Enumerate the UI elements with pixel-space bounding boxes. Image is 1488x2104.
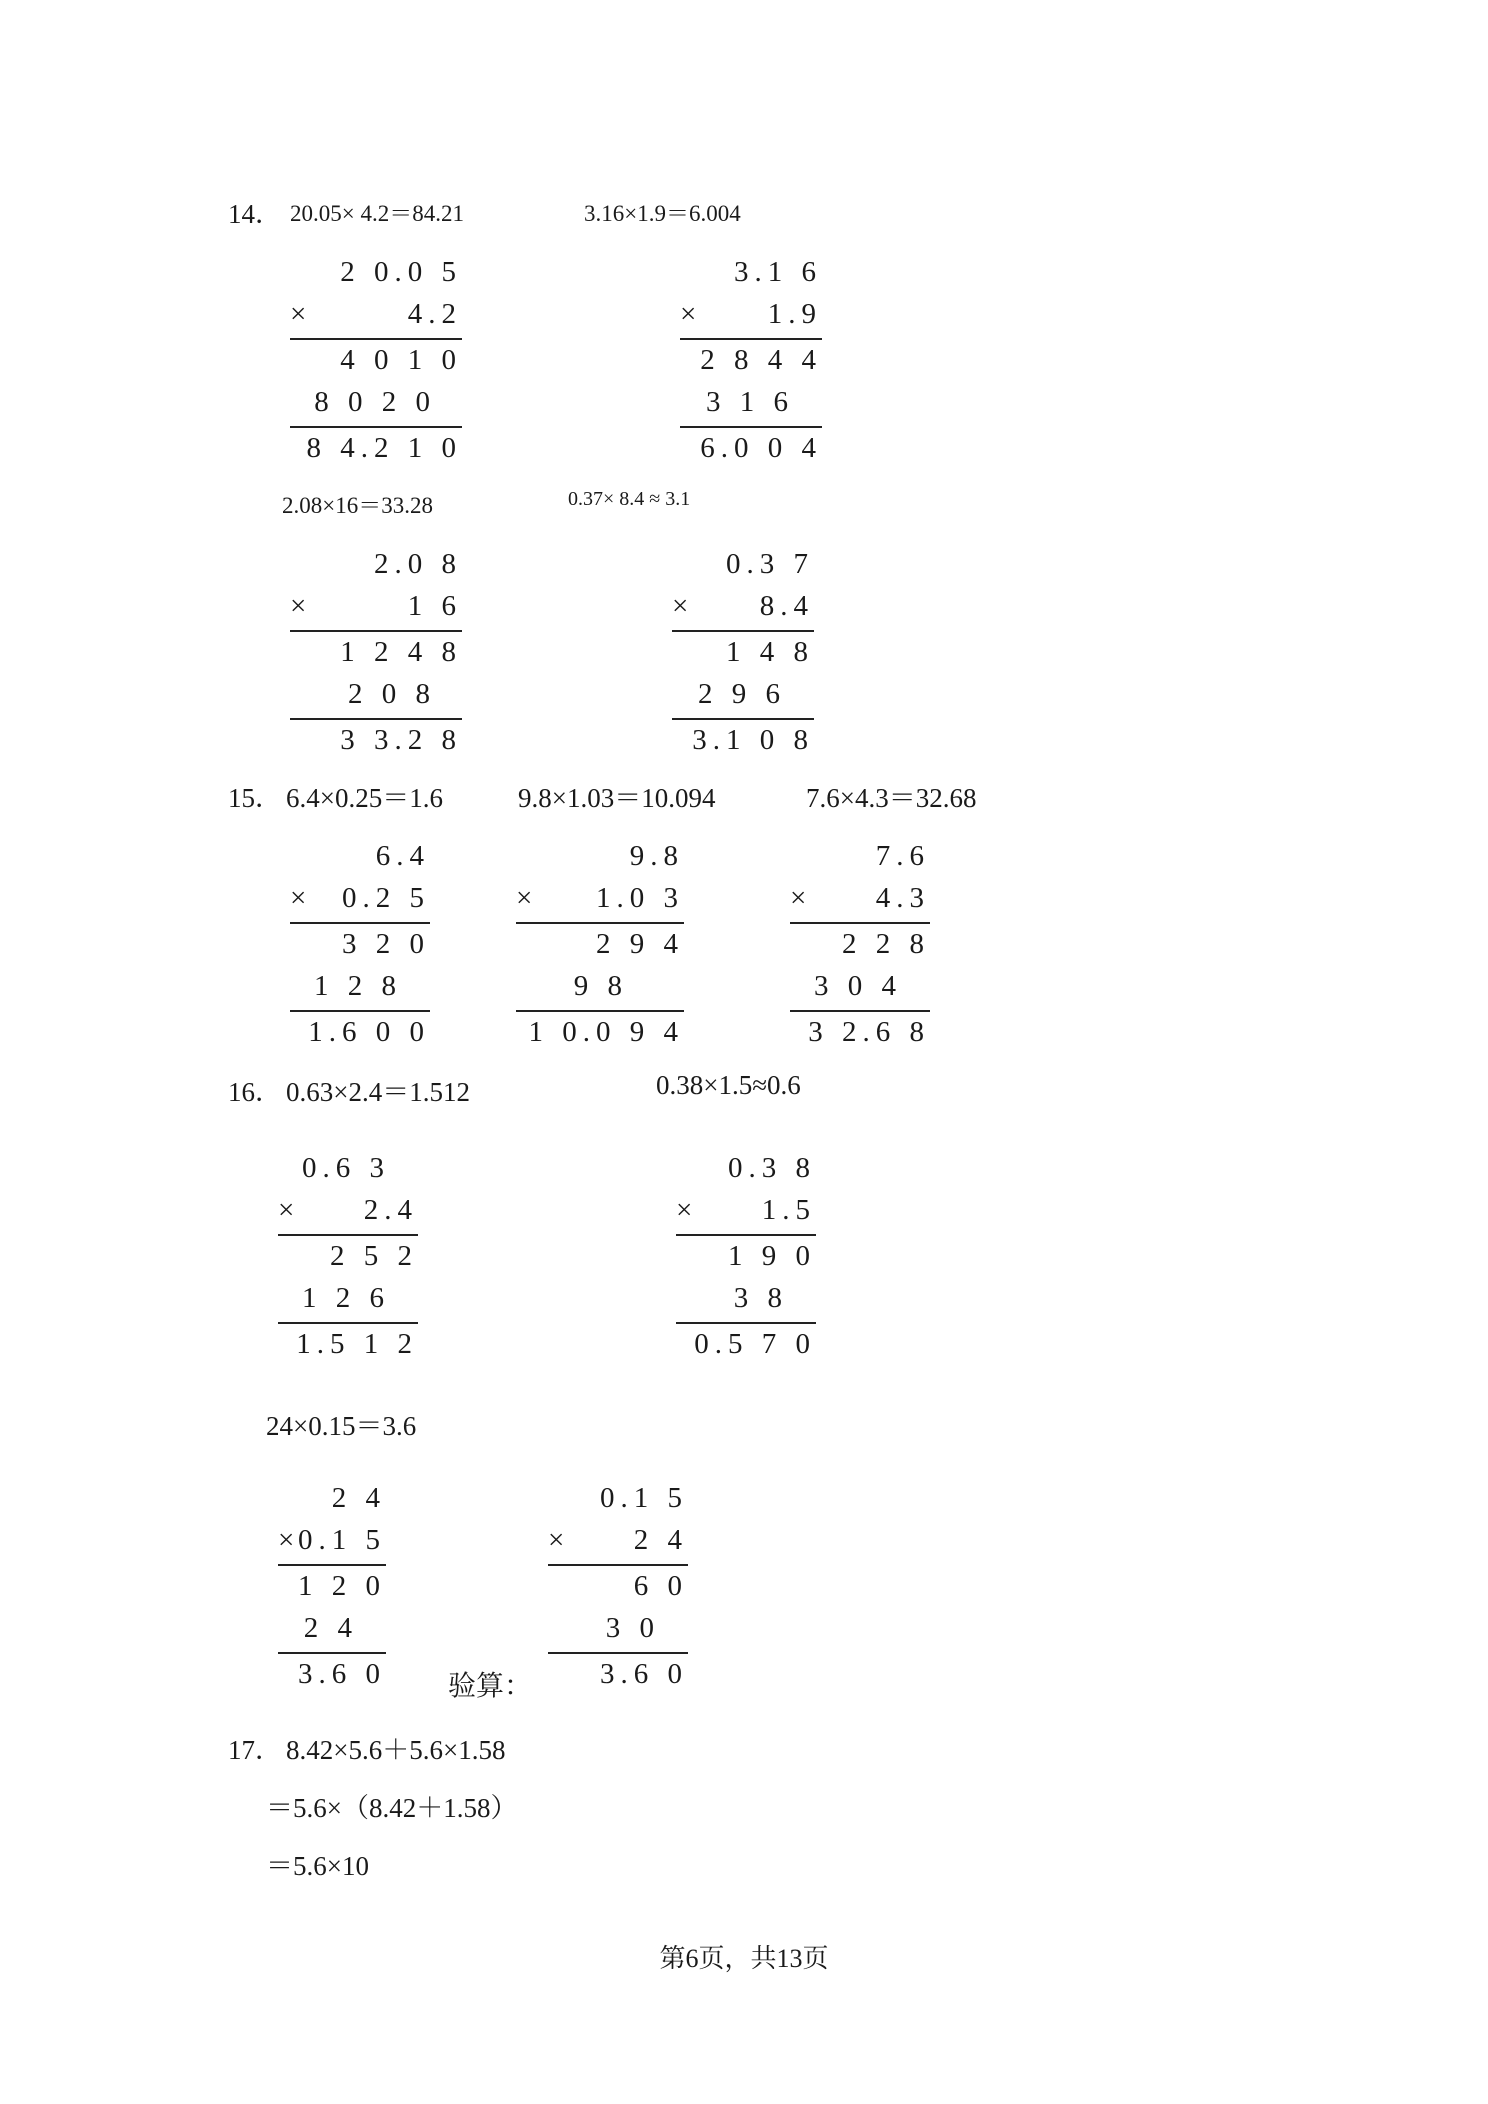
multiplicand: 2 4	[331, 1482, 386, 1514]
equation-17-line-1: 8.42×5.6＋5.6×1.58	[286, 1735, 506, 1765]
vertical-multiplication-16-4	[548, 1478, 688, 1698]
partial-product-1: 2 5 2	[330, 1240, 418, 1272]
partial-product-2: 8 0 2 0	[314, 386, 436, 418]
question-number-17: 17．	[228, 1735, 282, 1765]
partial-product-2: 3 8	[733, 1282, 788, 1314]
equation-17-line-2: ＝5.6×（8.42＋1.58）	[266, 1793, 518, 1823]
equation-14-4: 0.37× 8.4 ≈ 3.1	[568, 488, 691, 510]
multiplier: 1.0 3	[596, 882, 684, 914]
vertical-multiplication-14-1	[290, 252, 462, 472]
multiply-sign: ×	[290, 882, 313, 914]
vertical-multiplication-14-4	[672, 544, 814, 764]
multiplicand: 0.3 7	[726, 548, 814, 580]
multiplier: 4.2	[407, 298, 462, 330]
equation-15-1: 6.4×0.25＝1.6	[286, 783, 443, 813]
partial-product-2: 2 4	[303, 1612, 358, 1644]
multiply-sign: ×	[516, 882, 539, 914]
multiplier: 2 4	[633, 1524, 688, 1556]
equation-15-3: 7.6×4.3＝32.68	[806, 783, 977, 813]
multiplicand: 7.6	[875, 840, 930, 872]
partial-product-1: 2 2 8	[842, 928, 930, 960]
vertical-multiplication-14-2	[680, 252, 822, 472]
multiplier: 4.3	[875, 882, 930, 914]
equation-14-3: 2.08×16＝33.28	[282, 493, 433, 518]
equation-17-line-3: ＝5.6×10	[266, 1851, 369, 1881]
multiply-sign: ×	[290, 590, 313, 622]
multiplicand: 2 0.0 5	[340, 256, 462, 288]
question-number-16: 16．	[228, 1077, 282, 1107]
check-label: 验算：	[448, 1671, 533, 1702]
partial-product-2: 1 2 6	[302, 1282, 390, 1314]
multiplicand: 3.1 6	[734, 256, 822, 288]
partial-product-1: 1 2 4 8	[340, 636, 462, 668]
product: 3.6 0	[600, 1658, 688, 1690]
partial-product-2: 2 9 6	[698, 678, 786, 710]
partial-product-1: 1 9 0	[728, 1240, 816, 1272]
multiply-sign: ×	[676, 1194, 699, 1226]
multiplier: 1.9	[767, 298, 822, 330]
multiplier: 1.5	[761, 1194, 816, 1226]
vertical-multiplication-14-3	[290, 544, 462, 764]
multiply-sign: ×	[290, 298, 313, 330]
partial-product-1: 1 2 0	[298, 1570, 386, 1602]
multiplier: 2.4	[363, 1194, 418, 1226]
equation-14-2: 3.16×1.9＝6.004	[584, 201, 741, 226]
multiply-sign: ×	[278, 1194, 301, 1226]
vertical-multiplication-16-1	[278, 1148, 418, 1368]
multiply-sign: ×	[672, 590, 695, 622]
product: 3 2.6 8	[808, 1016, 930, 1048]
page-number: 第6页，共13页	[659, 1944, 829, 1973]
vertical-multiplication-16-3	[278, 1478, 386, 1698]
equation-16-3: 24×0.15＝3.6	[266, 1411, 417, 1441]
multiply-sign: ×	[680, 298, 703, 330]
multiplicand: 0.6 3	[302, 1152, 390, 1184]
partial-product-2: 2 0 8	[348, 678, 436, 710]
product: 8 4.2 1 0	[306, 432, 462, 464]
partial-product-2: 9 8	[573, 970, 628, 1002]
equation-15-2: 9.8×1.03＝10.094	[518, 783, 716, 813]
partial-product-1: 2 8 4 4	[700, 344, 822, 376]
partial-product-1: 3 2 0	[342, 928, 430, 960]
multiplicand: 0.1 5	[600, 1482, 688, 1514]
equation-14-1: 20.05× 4.2＝84.21	[290, 201, 464, 226]
vertical-multiplication-15-3	[790, 836, 930, 1056]
multiplier: 1 6	[407, 590, 462, 622]
multiplicand: 9.8	[629, 840, 684, 872]
product: 3.6 0	[298, 1658, 386, 1690]
multiplicand: 6.4	[375, 840, 430, 872]
product: 3 3.2 8	[340, 724, 462, 756]
product: 6.0 0 4	[700, 432, 822, 464]
multiply-sign: ×	[548, 1524, 571, 1556]
partial-product-1: 2 9 4	[596, 928, 684, 960]
question-number-14: 14．	[228, 199, 282, 229]
multiplier: 0.1 5	[298, 1524, 386, 1556]
partial-product-2: 3 0	[605, 1612, 660, 1644]
product: 1.5 1 2	[296, 1328, 418, 1360]
partial-product-1: 1 4 8	[726, 636, 814, 668]
multiplier: 8.4	[759, 590, 814, 622]
product: 1 0.0 9 4	[528, 1016, 684, 1048]
partial-product-1: 4 0 1 0	[340, 344, 462, 376]
partial-product-2: 1 2 8	[314, 970, 402, 1002]
product: 3.1 0 8	[692, 724, 814, 756]
multiplicand: 2.0 8	[374, 548, 462, 580]
multiplicand: 0.3 8	[728, 1152, 816, 1184]
equation-16-2: 0.38×1.5≈0.6	[656, 1070, 801, 1100]
product: 1.6 0 0	[308, 1016, 430, 1048]
partial-product-2: 3 0 4	[814, 970, 902, 1002]
multiplier: 0.2 5	[342, 882, 430, 914]
vertical-multiplication-15-1	[290, 836, 430, 1056]
multiply-sign: ×	[790, 882, 813, 914]
vertical-multiplication-15-2	[516, 836, 684, 1056]
product: 0.5 7 0	[694, 1328, 816, 1360]
partial-product-1: 6 0	[633, 1570, 688, 1602]
equation-16-1: 0.63×2.4＝1.512	[286, 1077, 470, 1107]
multiply-sign: ×	[278, 1524, 301, 1556]
partial-product-2: 3 1 6	[706, 386, 794, 418]
vertical-multiplication-16-2	[676, 1148, 816, 1368]
question-number-15: 15．	[228, 783, 282, 813]
